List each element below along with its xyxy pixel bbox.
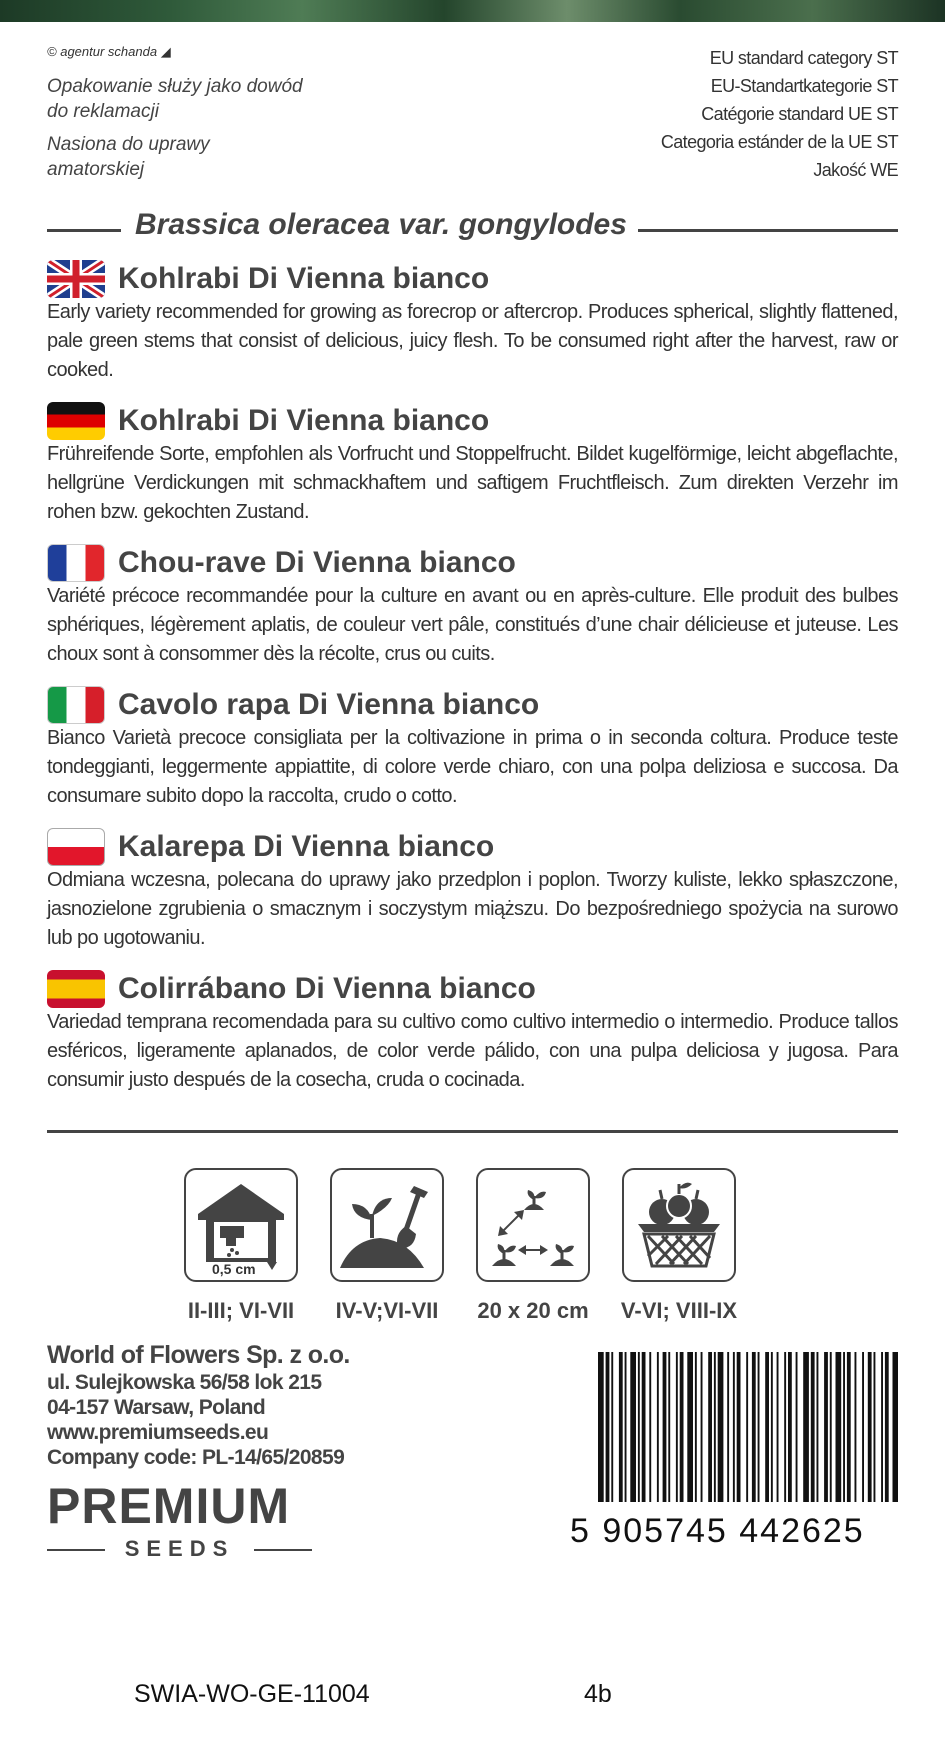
amateur-note: Nasiona do uprawy amatorskiej [47,134,210,180]
company-street: ul. Sulejkowska 56/58 lok 215 [47,1371,322,1394]
variety-text-fr: Variété précoce recommandée pour la culture en avant ou en après-culture. Elle produit des bulbes sphériques, légèrement aplatis, de couleur vert pâle, constitués d’une chair délicieuse et juteuse. Les choux sont à consommer dès la récolte, crus ou cuits. [47,585,898,665]
germany-flag-icon [47,402,105,440]
plant-spacing: 20 x 20 cm [477,1298,589,1323]
sowing-period: II-III; VI-VII [187,1298,295,1323]
company-code: Company code: PL-14/65/20859 [47,1446,345,1469]
eu-category-pl: Jakość WE [813,160,898,180]
eu-category-de: EU-Standartkategorie ST [710,76,898,96]
logo-premium: PREMIUM [47,1478,291,1534]
variety-name-en: Kohlrabi Di Vienna bianco [118,262,490,295]
latin-name: Brassica oleracea var. gongylodes [135,208,627,241]
variety-text-es: Variedad temprana recomendada para su cultivo como cultivo intermedio o intermedio. Produce tallos esféricos, ligeramente aplanados, de color verde pálido, con una pulpa deliciosa y jugosa. Para consumir justo después de la cosecha, cruda o cocinada. [47,1011,898,1091]
spacing-icon [476,1168,590,1282]
description-pl [47,828,898,953]
variety-name-de: Kohlrabi Di Vienna bianco [118,404,490,437]
sowing-depth-icon [184,1168,298,1282]
premium-seeds-logo [47,1480,312,1562]
spain-flag-icon [47,970,105,1008]
eu-category-es: Categoria estánder de la UE ST [660,132,898,152]
product-code: SWIA-WO-GE-11004 [134,1680,370,1708]
variety-text-en: Early variety recommended for growing as forecrop or aftercrop. Produces spherical, slightly flattened, pale green stems that consist of delicious, juicy flesh. To be consumed right after the harvest, raw or cooked. [47,301,898,381]
planting-icon [330,1168,444,1282]
poland-flag-icon [47,828,105,866]
logo-seeds: SEEDS [124,1536,235,1561]
description-de [47,402,898,527]
description-it [47,686,898,811]
eu-category-en: EU standard category ST [709,48,898,68]
uk-flag-icon [47,260,105,298]
description-en [47,260,898,385]
latin-rule-right [638,229,898,232]
page-number: 4b [584,1680,612,1708]
company-city: 04-157 Warsaw, Poland [47,1396,266,1419]
depth-label: 0,5 cm [212,1261,256,1277]
variety-text-de: Frühreifende Sorte, empfohlen als Vorfrucht und Stoppelfrucht. Bildet kugelförmige, leicht abgeflachte, hellgrüne Verdickungen mit schmackhaftem und saftigem Fruchtfleisch. Zum direkten Verzehr im rohen bzw. gekochten Zustand. [47,443,898,523]
variety-name-es: Colirrábano Di Vienna bianco [118,972,536,1005]
harvest-basket-icon [622,1168,736,1282]
eu-category-fr: Catégorie standard UE ST [701,104,898,124]
credit-logo-icon: ◢ [160,44,171,59]
italy-flag-icon [47,686,105,724]
eu-categories [661,44,898,184]
photo-credit [47,44,171,60]
company-website[interactable]: www.premiumseeds.eu [47,1421,269,1444]
france-flag-icon [47,544,105,582]
copyright-icon: © [47,44,57,59]
planting-period: IV-V;VI-VII [335,1298,439,1323]
variety-name-pl: Kalarepa Di Vienna bianco [118,830,495,863]
variety-text-it: Bianco Varietà precoce consigliata per la coltivazione in prima o in seconda coltura. Produce teste tondeggianti, leggermente appiattite, di colore verde chiaro, con una polpa deliziosa e succosa. Da consumare subito dopo la raccolta, crudo o cotto. [47,727,898,807]
complaint-note: Opakowanie służy jako dowód do reklamacji [47,76,303,122]
credit-text: agentur schanda [60,44,158,59]
logo-rule-right [254,1549,312,1551]
variety-name-it: Cavolo rapa Di Vienna bianco [118,688,540,721]
barcode-icon [598,1352,898,1502]
description-fr [47,544,898,669]
top-photo-strip [0,0,945,22]
barcode-digits: 5 905745 442625 [570,1512,865,1550]
company-name: World of Flowers Sp. z o.o. [47,1341,350,1369]
latin-name-row [47,208,898,250]
company-info [47,1340,350,1470]
harvest-period: V-VI; VIII-IX [620,1298,738,1323]
description-es [47,970,898,1095]
latin-rule-left [47,229,121,232]
variety-text-pl: Odmiana wczesna, polecana do uprawy jako przedplon i poplon. Tworzy kuliste, lekko spłaszczone, jasnozielone zgrubienia o smacznym i soczystym miąższu. Do bezpośredniego spożycia na surowo lub po ugotowaniu. [47,869,898,949]
section-divider [47,1130,898,1133]
variety-name-fr: Chou-rave Di Vienna bianco [118,546,516,579]
